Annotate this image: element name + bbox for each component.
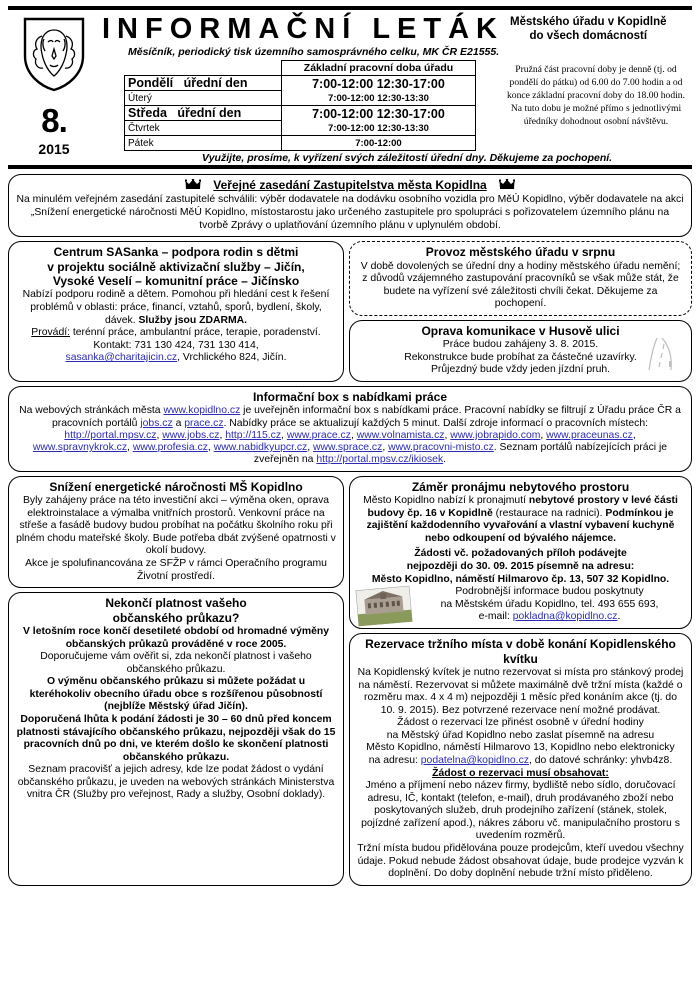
time-cell-thursday: 7:00-12:00 12:30-13:30	[281, 121, 475, 136]
masthead-subtitle-line1: Městského úřadu v Kopidlně	[509, 16, 667, 28]
article-lease-offer	[349, 476, 692, 629]
article-office-august-title: Provoz městského úřadu v srpnu	[425, 245, 616, 260]
masthead-subtitle-line2: do všech domácností	[529, 30, 648, 43]
article-id-card-body: V letošním roce končí desetileté období od hromadné výměny občanských průkazů prováděné v roce 2005. Doporučujeme vám ověřit si, zda nekončí platnost i vašeho občanského průkazu. O výměnu občanského průkazu si můžete požádat u kteréhokoliv obecního úřadu obce s rozšířenou působností (nejblíže Městský úřad Jičín). Doporučená lhůta k podání žádosti je 30 – 60 dnů před koncem platnosti stávajícího občanského průkazu, nejpozději však do 15 pracovních dnů po dni, ve kterém došlo ke skončení platnosti občanského průkazu. Seznam pracovišť a jejich adresy, kde lze podat žádost o vydání občanského průkazu, je uveden na webových stránkách Ministerstva vnitra ČR (Služby pro veřejnost, Rady a služby, Osobní doklady).	[16, 625, 336, 801]
articles-container	[8, 174, 692, 889]
time-cell-wednesday: 7:00-12:00 12:30-17:00	[281, 106, 475, 121]
link-sprace[interactable]: www.sprace.cz	[313, 442, 383, 454]
table-row	[125, 136, 476, 151]
link-kopidlno[interactable]: www.kopidlno.cz	[163, 405, 241, 417]
link-spravnykrok[interactable]: www.spravnykrok.cz	[32, 442, 128, 454]
masthead-tagline: Měsíčník, periodický tisk územního samosprávného celku, MK ČR E21555.	[128, 46, 500, 59]
link-nabidkyupcr[interactable]: www.nabidkyupcr.cz	[213, 442, 308, 454]
link-volnamista[interactable]: www.volnamista.cz	[356, 429, 445, 441]
article-id-card	[8, 592, 344, 886]
article-sasanka-title: Centrum SASanka – podpora rodin s dětmi v projektu sociálně aktivizační služby – Jičín, Vysoké Veselí – komunitní práce – Jičínsko	[47, 245, 305, 288]
article-ms-energy-funding: Akce je spolufinancována ze SFŽP v rámci Operačního programu Životní prostředí.	[25, 558, 327, 582]
article-market-reservation-howto: Žádost o rezervaci lze přinést osobně v úřední hodiny na Městský úřad Kopidlno nebo zaslat písemně na adresu Město Kopidlno, náměstí Hilmarovo 13, Kopidlno nebo elektronicky na adresu: podatelna@kopidlno.cz, do datové schránky: yhvb4z8.	[366, 717, 675, 766]
coat-of-arms-icon	[22, 16, 86, 92]
link-115[interactable]: http://115.cz	[225, 429, 282, 441]
masthead	[8, 6, 692, 169]
crest-column	[8, 12, 100, 156]
sasanka-contact: Kontakt: 731 130 424, 731 130 414,	[93, 339, 259, 351]
table-row	[125, 121, 476, 136]
link-prace-cz[interactable]: www.prace.cz	[286, 429, 351, 441]
issue-year: 2015	[38, 141, 70, 157]
article-job-infobox-title: Informační box s nabídkami práce	[252, 390, 448, 405]
crown-icon	[499, 179, 515, 193]
article-council-meeting-body: Na minulém veřejném zasedání zastupitelé schválili: výběr dodavatele na dodávku osobního vozidla pro MěÚ Kopidlno, výběr dodavatele na akci „Snížení energetické náročnosti MěÚ Kopidlno, místostarostu jako určeného zastupitele pro spolupráci s pořizovatelem územního plánu na tvorbě Zprávy o uplatňování územního plánu v uplynulém období.	[16, 194, 684, 231]
masthead-subtitle	[504, 12, 667, 44]
article-ms-energy	[8, 476, 344, 588]
office-hours-table	[124, 60, 476, 151]
link-prace[interactable]: prace.cz	[184, 417, 224, 429]
table-row	[125, 76, 476, 91]
article-office-august	[349, 241, 692, 316]
time-cell-tuesday: 7:00-12:00 12:30-13:30	[281, 91, 475, 106]
table-row	[125, 91, 476, 106]
article-lease-offer-body: Město Kopidlno nabízí k pronajmutí nebytové prostory v levé části budovy čp. 16 v Kopidlně (restaurace na radnici). Podmínkou je zajištění každodenního vyvařování a vlastní vybavení kuchyně nebo odkoupení od bývalého nájemce.	[363, 495, 678, 544]
town-hall-photo	[356, 586, 413, 627]
row-sasanka-provoz	[8, 241, 692, 386]
article-market-requirements-title: Žádost o rezervaci musí obsahovat:	[432, 767, 609, 779]
article-market-reservation	[349, 633, 692, 886]
day-cell-wednesday: Středa úřední den	[125, 106, 282, 121]
link-jobrapido[interactable]: www.jobrapido.com	[450, 429, 541, 441]
crown-icon	[185, 179, 201, 193]
article-ms-energy-body: Byly zahájeny práce na této investiční akci – výměna oken, oprava elektroinstalace a výmalba vnitřních prostorů. Venkovní práce na střeše a fasádě budovy budou probíhat na počátku školního roku při plném chodu mateřské školy. Bude potřeba dbát zvýšené opatrnosti v okolí budovy.	[16, 495, 336, 557]
time-cell-friday: 7:00-12:00	[281, 136, 475, 151]
article-job-infobox	[8, 386, 692, 472]
road-icon	[641, 337, 685, 376]
link-profesia[interactable]: www.profesia.cz	[132, 442, 208, 454]
sasanka-email-link[interactable]: sasanka@charitajicin.cz	[65, 352, 178, 364]
link-pracovni-misto[interactable]: www.pracovni-misto.cz	[388, 442, 494, 454]
article-office-august-body: V době dovolených se úřední dny a hodiny městského úřadu nemění; z důvodů vzájemného zastupování pracovníků se však může stát, že budete na vyřízení své záležitosti chvíli čekat. Děkujeme za pochopení.	[360, 260, 681, 310]
podatelna-email-link[interactable]: podatelna@kopidlno.cz	[420, 755, 529, 766]
link-ikiosek[interactable]: http://portal.mpsv.cz/ikiosek	[316, 454, 444, 466]
use-office-days-note: Využijte, prosíme, k vyřízení svých záležitostí úřední dny. Děkujeme za pochopení.	[201, 152, 613, 165]
issue-number: 8.	[41, 102, 67, 139]
time-cell-monday: 7:00-12:00 12:30-17:00	[281, 76, 475, 91]
article-job-infobox-body: Na webových stránkách města www.kopidlno.cz je uveřejněn informační box s nabídkami práce. Pracovní nabídky se filtrují z Úřadu práce ČR a pracovních portálů jobs.cz a prace.cz. Nabídky práce se aktualizují každých 5 minut. Další zdroje informací o pracovních místech: http://portal.mpsv.cz, www.jobs.cz, http://115.cz, www.prace.cz, www.volnamista.cz, www.jobrapido.com, www.praceunas.cz, www.spravnykrok.cz, www.profesia.cz, www.nabidkyupcr.cz, www.sprace.cz, www.pracovni-misto.cz. Seznam portálů nabízejících práci je zveřejněn na http://portal.mpsv.cz/ikiosek.	[19, 405, 681, 466]
day-cell-tuesday: Úterý	[125, 91, 282, 106]
link-praceunas[interactable]: www.praceunas.cz	[546, 429, 633, 441]
hours-table-header: Základní pracovní doba úřadu	[281, 61, 475, 76]
article-id-card-title: Nekončí platnost vašeho občanského průkazu?	[105, 596, 247, 625]
flexible-hours-note: Pružná část pracovní doby je denně (tj. od pondělí do pátku) od 6.00 do 7.00 hodin a od konce základní pracovní doby do 18.00 hodin. Na tuto dobu je možné přímo s jednotlivými úředníky dohodnout osobní návštěvu.	[507, 64, 685, 127]
day-cell-thursday: Čtvrtek	[125, 121, 282, 136]
pokladna-email-link[interactable]: pokladna@kopidlno.cz	[512, 611, 618, 623]
link-portal-mpsv[interactable]: http://portal.mpsv.cz	[64, 429, 157, 441]
office-hours-table-wrapper	[102, 60, 496, 151]
article-council-meeting-title: Veřejné zasedání Zastupitelstva města Kopidlna	[16, 178, 684, 193]
article-market-tail: Tržní místa budou přidělována pouze prodejcům, kteří uvedou všechny údaje. Pokud nebude žádost obsahovat údaje, bude prodejce vyzván k doplnění. Do doby doplnění nebude tržní místo přiděleno.	[357, 843, 684, 880]
article-husova-road	[349, 320, 692, 382]
provadi-label: Provádí:	[31, 327, 70, 339]
article-ms-energy-title: Snížení energetické náročnosti MŠ Kopidlno	[49, 479, 303, 494]
article-council-meeting	[8, 174, 692, 237]
article-sasanka-body: Nabízí podporu rodině a dětem. Pomohou při hledání cest k řešení problémů v oblasti: práce, financí, vztahů, sporů, bydlení, školy, dávek. Služby jsou ZDARMA. Provádí: terénní práce, ambulantní práce, terapie, poradenství. Kontakt: 731 130 424, 731 130 414, sasanka@charitajicin.cz, Vrchlického 824, Jičín.	[16, 289, 336, 364]
article-husova-road-title: Oprava komunikace v Husově ulici	[421, 323, 620, 338]
link-jobs[interactable]: jobs.cz	[140, 417, 173, 429]
article-market-reservation-body: Na Kopidlenský kvítek je nutno rezervovat si místa pro stánkový prodej na náměstí. Rezervovat si můžete maximálně dvě tržní místa (každé o rozměru max. 4 x 4 m) nejpozději 1 měsíc před konáním akce (tj. do 10. 9. 2015). Bez potvrzené rezervace není možné prodávat.	[357, 666, 684, 716]
article-lease-offer-deadline: Žádosti vč. požadovaných příloh podávejte nejpozději do 30. 09. 2015 písemně na adresu: Město Kopidlno, náměstí Hilmarovo čp. 13, 507 32 Kopidlno.	[371, 548, 670, 585]
page-title: INFORMAČNÍ LETÁK	[102, 13, 504, 45]
article-lease-offer-title: Záměr pronájmu nebytového prostoru	[411, 479, 630, 494]
article-lease-offer-contact: Podrobnější informace budou poskytnuty na Městském úřadu Kopidlno, tel. 493 655 693, e-mail: pokladna@kopidlno.cz.	[357, 586, 684, 624]
day-cell-friday: Pátek	[125, 136, 282, 151]
row-ms-nebytovy	[8, 476, 692, 890]
link-jobs-cz[interactable]: www.jobs.cz	[162, 429, 220, 441]
table-header-row	[125, 61, 476, 76]
article-market-requirements-body: Jméno a příjmení nebo název firmy, bydliště nebo sídlo, doručovací adresu, IČ, kontakt (telefon, e-mail), druh prodávaného zboží nebo poskytovaných služeb, druh prodejního zařízení (stánek, stolek, pojízdné zařízení apod.), nákres záboru vč. manipulačního prostoru s uvedením rozměrů.	[361, 780, 680, 842]
article-market-reservation-title: Rezervace tržního místa v době konání Kopidlenského kvítku	[365, 637, 676, 666]
article-sasanka	[8, 241, 344, 382]
day-cell-monday: Pondělí úřední den	[125, 76, 282, 91]
article-husova-road-body: Práce budou zahájeny 3. 8. 2015. Rekonstrukce bude probíhat za částečné uzavírky. Průjezdný bude vždy jeden jízdní pruh.	[404, 339, 637, 376]
table-row	[125, 106, 476, 121]
